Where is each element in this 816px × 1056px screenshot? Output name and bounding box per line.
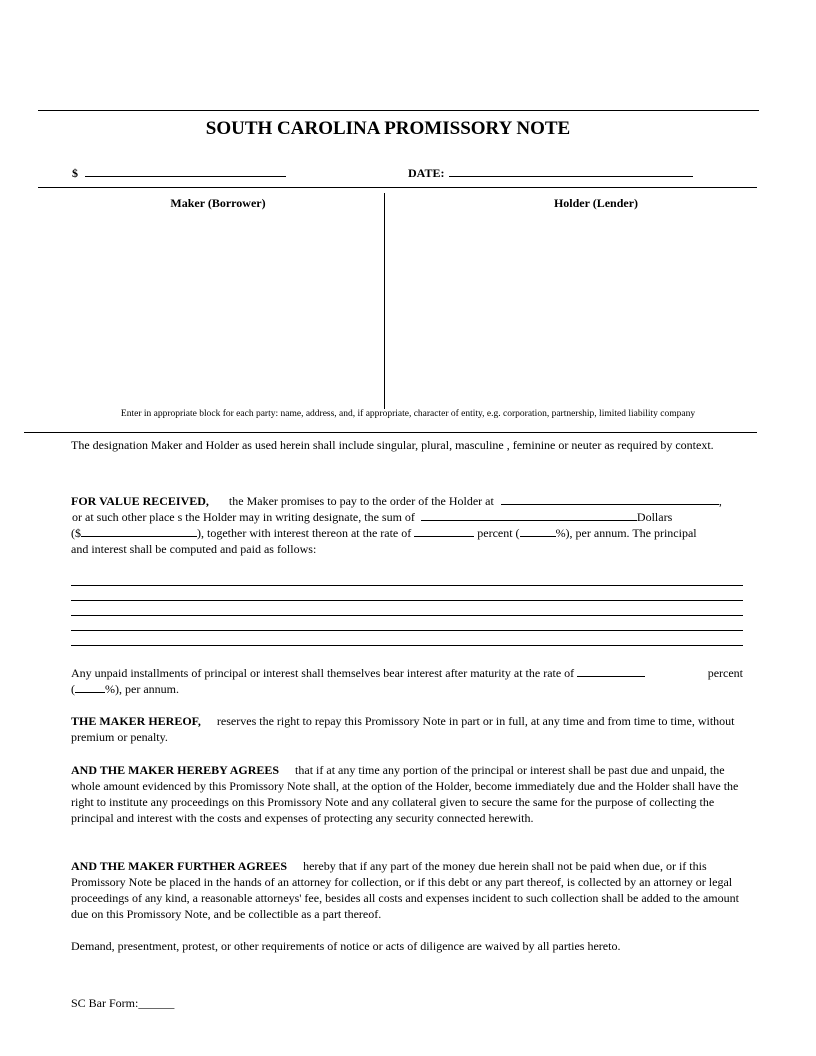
maker-heading: Maker (Borrower) [170,196,266,210]
unpaid-paren: ( [71,682,75,696]
top-rule [38,110,759,111]
value-received-paragraph [71,493,743,557]
value-received-line-1: FOR VALUE RECEIVED, the Maker promises to pay to the order of the Holder at , [71,494,722,508]
interest-rate-text: ), together with interest thereon at the rate of [197,526,412,540]
sum-prefix: ($ [71,526,81,540]
maker-agrees-lead: AND THE MAKER HEREBY AGREES [71,763,280,777]
value-received-lead: FOR VALUE RECEIVED, [71,494,209,508]
sum-words-blank[interactable] [421,509,637,521]
party-block-bottom-rule [24,432,757,433]
percent-text: percent ( [477,526,520,540]
sc-bar-form-label: SC Bar Form:______ [71,996,175,1010]
date-field[interactable] [408,164,693,181]
further-agrees-text: hereby that if any part of the money due herein shall not be paid when due, or if this Promissory Note be placed in the hands of an attorney for collection, or if this debt or any part thereof, is collected by an attorney or legal proceedings of any kind, a reasonable attorneys' fee, besides all costs and expenses incident to such collection shall be added to the amount due on this Promissory Note, and be collectible as a part thereof. [71,859,739,921]
holder-block[interactable] [388,214,756,404]
value-received-text-1: the Maker promises to pay to the order of the Holder at [228,494,494,508]
date-label: DATE: [408,166,445,180]
maker-hereof-text: reserves the right to repay this Promissory Note in part or in full, at any time and from time to time, without premium or penalty. [71,714,735,744]
value-received-line-4: and interest shall be computed and paid as follows: [71,542,317,556]
party-divider [384,193,385,409]
payment-place-blank[interactable] [501,493,719,505]
party-block-top-rule [38,187,757,188]
amount-blank[interactable] [85,164,286,177]
percent-figures-blank[interactable] [520,525,556,537]
demand-waiver-paragraph: Demand, presentment, protest, or other requirements of notice or acts of diligence are waived by all parties hereto. [71,939,621,953]
per-annum-text: %), per annum. The principal [555,526,697,540]
maker-agrees-paragraph [71,762,743,826]
amount-label: $ [72,166,78,180]
maker-block[interactable] [40,214,382,404]
unpaid-line-1 [71,665,743,681]
party-instruction: Enter in appropriate block for each party: name, address, and, if appropriate, character of entity, e.g. corporation, partnership, limited liability company [120,409,696,419]
payment-terms-line[interactable] [71,630,743,631]
document-title: SOUTH CAROLINA PROMISSORY NOTE [205,118,571,139]
unpaid-line-2 [71,681,743,697]
sum-figures-blank[interactable] [81,525,197,537]
maker-hereof-lead: THE MAKER HEREOF, [71,714,201,728]
interest-rate-blank[interactable] [414,525,474,537]
payment-terms-line[interactable] [71,645,743,646]
maker-hereof-paragraph [71,713,743,745]
default-rate-blank[interactable] [577,665,645,677]
dollars-label: Dollars [636,510,673,524]
maker-agrees-text: that if at any time any portion of the principal or interest shall be past due and unpaid, the whole amount evidenced by this Promissory Note shall, at the option of the Holder, become immediately due and the Holder shall have the right to institute any proceedings on this Promissory Note and any collateral given to secure the same for the purpose of collecting the principal and interest with the costs and expenses of protecting any security connected herewith. [71,763,739,825]
value-received-line-2 [72,509,743,525]
payment-terms-line[interactable] [71,615,743,616]
unpaid-percent-label: percent [707,666,743,680]
maker-further-agrees-paragraph [71,858,743,922]
payment-terms-line[interactable] [71,585,743,586]
unpaid-per-annum: %), per annum. [105,682,179,696]
unpaid-text: Any unpaid installments of principal or interest shall themselves bear interest after maturity at the rate of [71,666,575,680]
payment-terms-line[interactable] [71,600,743,601]
default-percent-blank[interactable] [75,681,105,693]
value-received-text-2: or at such other place s the Holder may in writing designate, the sum of [72,510,415,524]
designation-paragraph: The designation Maker and Holder as used herein shall include singular, plural, masculine , feminine or neuter as required by context. [71,438,714,452]
value-received-line-3 [71,525,743,541]
amount-field[interactable] [72,164,286,181]
further-agrees-lead: AND THE MAKER FURTHER AGREES [71,859,288,873]
holder-heading: Holder (Lender) [553,196,639,210]
date-blank[interactable] [449,164,693,177]
unpaid-installments-paragraph [71,665,743,697]
